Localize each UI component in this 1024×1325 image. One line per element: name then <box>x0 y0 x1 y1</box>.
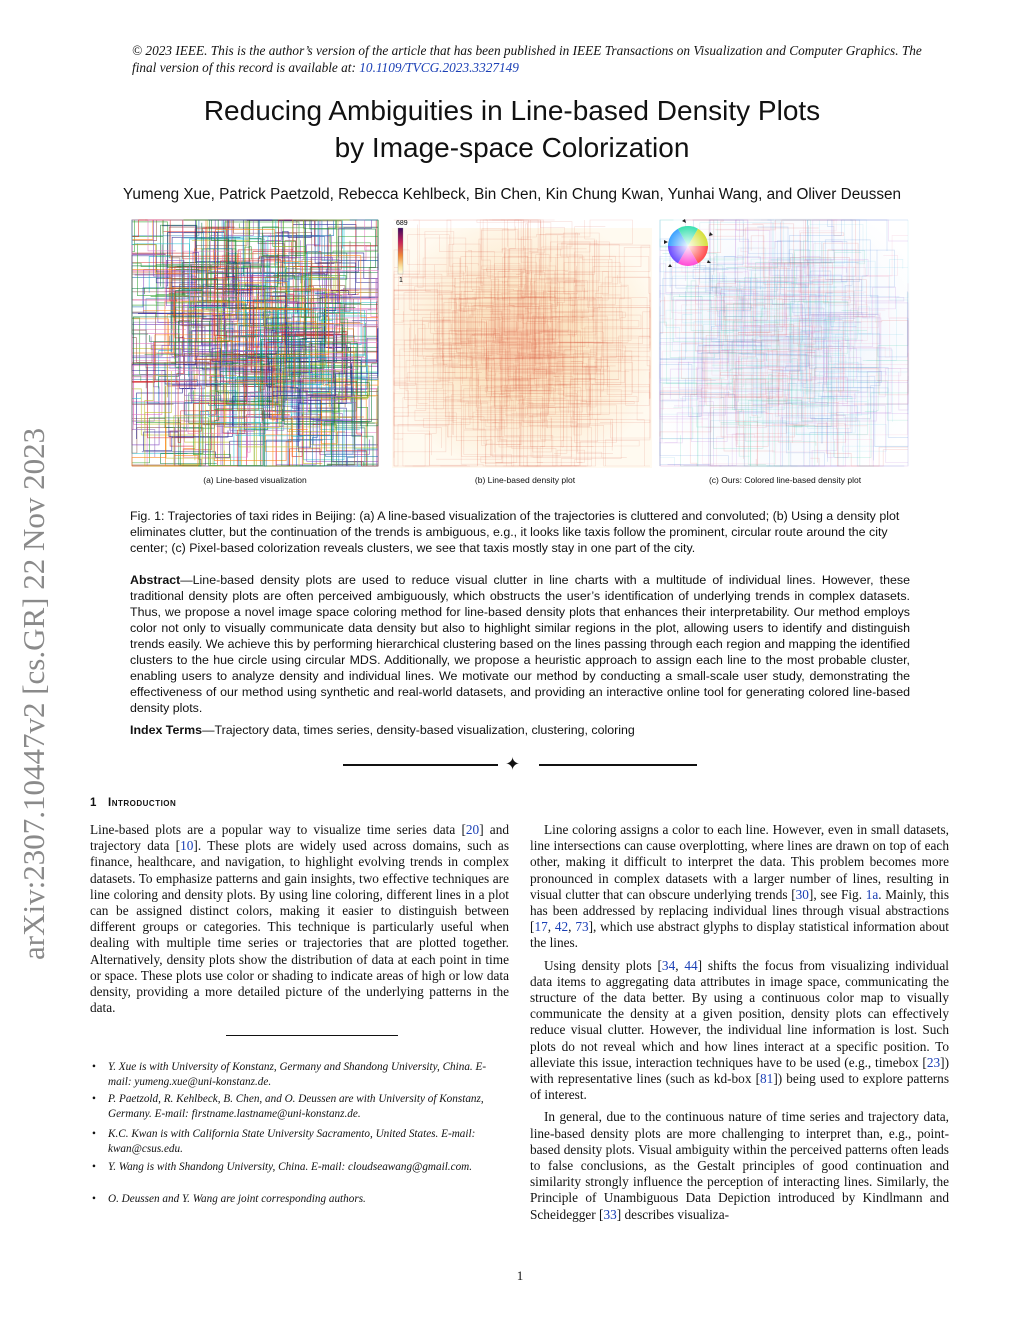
divider-left <box>343 764 498 766</box>
copyright-notice: © 2023 IEEE. This is the author’s version of the article that has been published in IEEE Transactions on Visualization and Computer Graphics. The final version of this record is available at: 10.1109/TVCG.2023.3327149 <box>132 43 922 75</box>
right-column <box>530 822 949 1229</box>
abstract: Abstract—Line-based density plots are used to reduce visual clutter in line charts with a multitude of individual lines. However, these traditional density plots are often perceived ambiguously, which obstructs the user’s identification of underlying trends in complex datasets. Thus, we propose a novel image space coloring method for line-based density plots that enhances their interpretability. Our method employs color not only to visually communicate data density but also to highlight similar regions in the plot, allowing users to identify and distinguish trends easily. We achieve this by performing hierarchical clustering based on the lines passing through each region and mapping the identified clusters to the hue circle using circular MDS. Additionally, we propose a heuristic approach to assign each line to the most probable cluster, enabling users to analyze density and individual lines. We motivate our method by conducting a small-scale user study, demonstrating the effectiveness of our method using synthetic and real-world datasets, and providing an interactive online tool for generating colored line-based density plots. <box>130 573 910 715</box>
trajectory-line <box>132 336 170 431</box>
trajectory-line <box>132 419 175 466</box>
footnote-5: • O. Deussen and Y. Wang are joint corresponding authors. <box>92 1193 366 1205</box>
caption-a: (a) Line-based visualization <box>203 475 307 485</box>
figure-panel-a <box>130 218 380 468</box>
colorbar <box>398 228 403 274</box>
line-visualization-image <box>132 220 378 466</box>
footnote-2: • P. Paetzold, R. Kehlbeck, B. Chen, and O. Deussen are with University of Konstanz, Germany. E-mail: firstname.lastname@uni-konstanz.de. <box>92 1093 484 1120</box>
left-column <box>90 822 509 1022</box>
footnote-rule <box>226 1035 398 1036</box>
colorbar-min: 1 <box>399 277 403 284</box>
right-paragraph-2: Using density plots [34, 44] shifts the focus from visualizing individual data items to aggregating data attributes in image space, communicating the structure of the data better. By using a continuous color map to visually communicate the density at a given position, density plots can effectively reduce visual clutter. However, the individual line information is lost. Such plots do not reveal which and how lines interact at a specific position. To alleviate this issue, interaction techniques have to be used (e.g., timebox [23]) with representative lines (such as kd-box [81]) being used to explore patterns of interest. <box>530 957 949 1103</box>
right-paragraph-1: Line coloring assigns a color to each line. However, even in small datasets, line intersections can cause overplotting, where lines are drawn on top of each other, making it difficult to interpret the data. This problem becomes more pronounced in complex datasets with a larger number of lines, resulting in visual clutter that can obscure underlying trends [30], see Fig. 1a. Mainly, this has been addressed by replacing individual lines through visual abstractions [17, 42, 73], which use abstract glyphs to display statistical information about the lines. <box>530 822 949 951</box>
footnote-1: • Y. Xue is with University of Konstanz, Germany and Shandong University, China. E-mail: yumeng.xue@uni-konstanz.de. <box>92 1061 487 1088</box>
author-list: Yumeng Xue, Patrick Paetzold, Rebecca Kehlbeck, Bin Chen, Kin Chung Kwan, Yunhai Wang, and Oliver Deussen <box>122 186 902 203</box>
page-number: 1 <box>516 1268 524 1283</box>
figure-panel-c <box>658 218 910 468</box>
figure-panel-b <box>392 218 652 468</box>
footnote-3: • K.C. Kwan is with California State University Sacramento, United States. E-mail: kwan@csus.edu. <box>92 1128 476 1155</box>
caption-b: (b) Line-based density plot <box>474 475 576 485</box>
left-paragraph-1: Line-based plots are a popular way to visualize time series data [20] and trajectory data [10]. These plots are widely used across domains, such as finance, healthcare, and navigation, to highlight evolving trends in complex datasets. To emphasize patterns and gain insights, two effective techniques are line coloring and density plots. By using line coloring, different lines in a plot can be assigned distinct colors, making it easier to distinguish between different groups or categories. This technique is particularly useful when dealing with multiple time series or trajectories that are plotted together. Alternatively, density plots show the distribution of data at each point in time or space. These plots use color or shading to indicate areas of high or low data density, providing a more detailed picture of the underlying patterns in the data. <box>90 822 509 1016</box>
arxiv-stamp: arXiv:2307.10447v2 [cs.GR] 22 Nov 2023 <box>16 427 51 960</box>
index-terms: Index Terms—Trajectory data, times series, density-based visualization, clustering, coloring <box>130 723 635 737</box>
divider-right <box>539 764 697 766</box>
caption-c: (c) Ours: Colored line-based density plot <box>708 475 862 485</box>
trajectory-line <box>312 399 378 467</box>
trajectory-line <box>240 399 297 466</box>
divider-star-icon: ✦ <box>505 754 521 775</box>
figure-caption: Fig. 1: Trajectories of taxi rides in Beijing: (a) A line-based visualization of the trajectories is cluttered and convoluted; (b) Using a density plot eliminates clutter, but the continuation of the trends is ambiguous, e.g., it looks like taxis follow the prominent, circular route around the city center; (c) Pixel-based colorization reveals clusters, we see that taxis mostly stay in one part of the city. <box>130 509 900 555</box>
paper-title: Reducing Ambiguities in Line-based Density Plots by Image-space Colorization <box>203 95 821 163</box>
section-heading: 1 Introduction <box>90 797 177 809</box>
colorbar-max: 689 <box>396 220 408 227</box>
right-paragraph-3: In general, due to the continuous nature of time series and trajectory data, line-based density plots are more challenging to interpret than, e.g., point-based density plots. Visual ambiguity within the perceived patterns often leads to false conclusions, as the Gestalt principles of good continuation and similarity strongly influence the perception of interacting lines. Similarly, the Principle of Unambiguous Data Depiction introduced by Kindlmann and Scheidegger [33] describes visualiza- <box>530 1109 949 1222</box>
doi-link[interactable]: 10.1109/TVCG.2023.3327149 <box>359 60 519 75</box>
footnote-4: • Y. Wang is with Shandong University, China. E-mail: cloudseawang@gmail.com. <box>92 1161 473 1173</box>
